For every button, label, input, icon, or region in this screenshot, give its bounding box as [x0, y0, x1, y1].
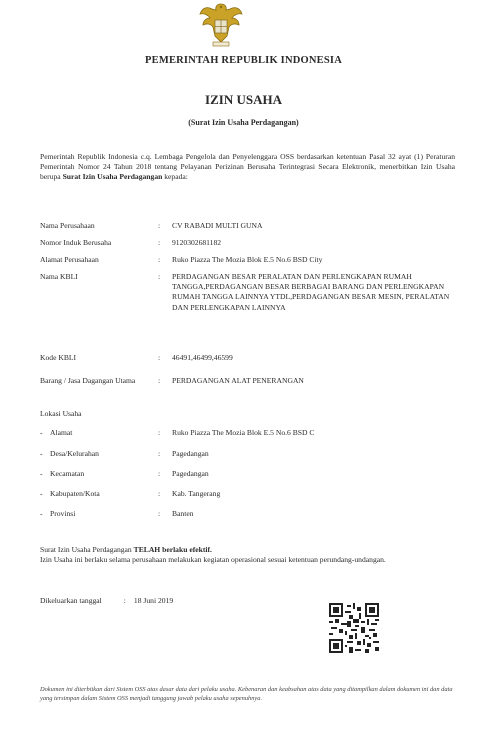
document-page: PEMERINTAH REPUBLIK INDONESIA IZIN USAHA (Surat Izin Usaha Perdagangan) Pemerintah Republik Indonesia c.q. Lembaga Pengelola dan Penyelenggara OSS berdasarkan ketentuan Pasal 32 ayat (1) Peraturan Pemerintah Nomor 24 Tahun 2018 tentang Pelayanan Perizinan Berusaha Terintegrasi Secara Elektronik, menerbitkan Izin Usaha berupa Surat Izin Usaha Perdagangan kepada: Nama Perusahaan : CV RABADI MULTI GUNA Nomor Induk Berusaha : 9120302681182 Alamat Perusahaan : Ruko Piazza The Mozia Blok E.5 No.6 BSD City Nama KBLI : PERDAGANGAN BESAR PERALATAN DAN PERLENGKAPAN RUMAH TANGGA,PERDAGANGAN BESAR BERBAGAI BARANG DAN PERLENGKAPAN RUMAH TANGGA LAINNYA YTDL,PERDAGANGAN BESAR MESIN, PERALATAN DAN PERLENGKAPAN LAINNYA Kode KBLI : 46491,46499,46599 Barang / Jasa Dagangan Utama : PERDAGANGAN ALAT PENERANGAN Lokasi Usaha - Alamat : Ruko Piazza The Mozia Blok E.5 No.6 BSD C - Desa/Kelurahan : Pagedangan - Kecamatan : Pagedangan - Kabupaten/Kota : Kab. Tangerang - Provinsi : Banten Surat Izin Usaha Perdagangan TELAH berlaku efektif. Izin Usaha ini berlaku selama perusahaan melakukan kegiatan operasional sesuai ketentuan perundang-undangan. Dikeluarkan tanggal : 18 Juni 2019 Dokumen ini diterbitkan dari Sistem OSS atas dasar data dari pelaku usaha. Kebenaran dan keabsahan atas data yang ditampilkan dalam dokumen ini dan data yang tersimpan dalam Sistem OSS menjadi tanggung jawab pelaku usaha sepenuhnya. [0, 0, 487, 747]
qr-code-icon [329, 603, 379, 653]
field-value: Pagedangan [172, 449, 209, 458]
field-value: Pagedangan [172, 469, 209, 478]
issued-date-line: Dikeluarkan tanggal : 18 Juni 2019 [40, 596, 174, 605]
intro-text: Pemerintah Republik Indonesia c.q. Lembaga Pengelola dan Penyelenggara OSS berdasarkan ketentuan Pasal 32 ayat (1) Peraturan Pemerintah Nomor 24 Tahun 2018 tentang Pelayanan Perizinan Berusaha Terintegrasi Secara Elektronik, menerbitkan Izin Usaha berupa [40, 152, 455, 182]
field-label: Kode KBLI [40, 353, 77, 362]
field-value: Ruko Piazza The Mozia Blok E.5 No.6 BSD C [172, 428, 315, 437]
field-value: Banten [172, 509, 194, 518]
field-value: Kab. Tangerang [172, 489, 221, 498]
status-body: Izin Usaha ini berlaku selama perusahaan melakukan kegiatan operasional sesuai ketentuan perundang-undangan. [40, 555, 386, 565]
intro-tail: kepada: [162, 172, 188, 182]
field-label: Alamat [50, 428, 73, 437]
document-subtitle: (Surat Izin Usaha Perdagangan) [188, 118, 299, 127]
field-value: PERDAGANGAN ALAT PENERANGAN [172, 376, 304, 385]
field-value: Ruko Piazza The Mozia Blok E.5 No.6 BSD City [172, 255, 323, 264]
status-paragraph [40, 545, 455, 565]
field-label: Desa/Kelurahan [50, 449, 99, 458]
status-lead: Surat Izin Usaha Perdagangan [40, 545, 134, 554]
field-label: Nama Perusahaan [40, 221, 95, 230]
government-heading: PEMERINTAH REPUBLIK INDONESIA [145, 55, 342, 66]
field-value: 9120302681182 [172, 238, 222, 247]
field-label: Kecamatan [50, 469, 85, 478]
field-label: Provinsi [50, 509, 76, 518]
field-label: Nama KBLI [40, 272, 78, 281]
field-value: CV RABADI MULTI GUNA [172, 221, 263, 230]
field-label: Kabupaten/Kota [50, 489, 100, 498]
field-label: Nomor Induk Berusaha [40, 238, 112, 247]
intro-paragraph [40, 152, 455, 183]
issued-date: 18 Juni 2019 [133, 596, 174, 605]
field-label: Alamat Perusahaan [40, 255, 99, 264]
intro-permit-name: Surat Izin Usaha Perdagangan [62, 172, 163, 182]
field-value: 46491,46499,46599 [172, 353, 233, 362]
field-label: Barang / Jasa Dagangan Utama [40, 376, 136, 385]
status-effective: TELAH berlaku efektif. [133, 545, 212, 554]
document-title: IZIN USAHA [205, 92, 282, 107]
disclaimer-note: Dokumen ini diterbitkan dari Sistem OSS atas dasar data dari pelaku usaha. Kebenaran dan keabsahan atas data yang ditampilkan dalam dokumen ini dan data yang tersimpan dalam Sistem OSS menjadi tanggung jawab pelaku usaha sepenuhnya. [40, 686, 453, 702]
issued-label: Dikeluarkan tanggal [40, 596, 102, 605]
field-value: PERDAGANGAN BESAR PERALATAN DAN PERLENGKAPAN RUMAH TANGGA,PERDAGANGAN BESAR BERBAGAI BARANG DAN PERLENGKAPAN RUMAH TANGGA LAINNYA YTDL,PERDAGANGAN BESAR MESIN, PERALATAN DAN PERLENGKAPAN LAINNYA [172, 272, 450, 312]
garuda-emblem-icon [198, 0, 244, 48]
